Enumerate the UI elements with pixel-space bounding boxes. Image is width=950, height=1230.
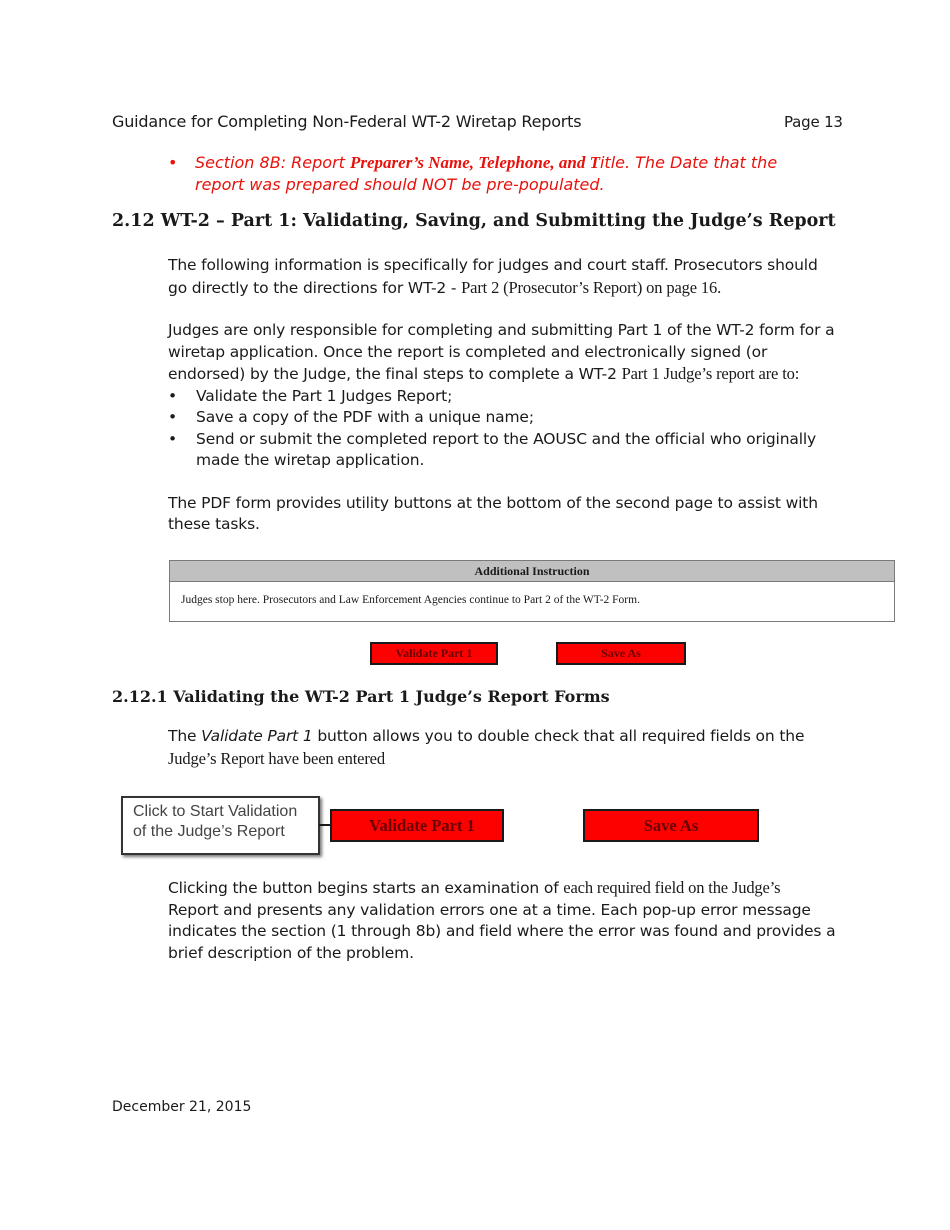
list-item: • Send or submit the completed report to the AOUSC and the official who originally made the wiretap application. [140,429,836,472]
save-as-button-small[interactable]: Save As [556,642,686,665]
paragraph-text: Judges are only responsible for completing and submitting Part 1 of the WT-2 form for a wiretap application. Once the report is completed and electronically signed (or endorsed) by the Judge, the final steps to complete a WT-2 [168,321,835,383]
paragraph-text: The following information is specifically for judges and court staff. Prosecutors should go directly to the directions for WT-2 - [168,256,818,297]
validate-part-1-button-large[interactable]: Validate Part 1 [330,809,504,842]
paragraph-text-serif: Part 1 Judge’s report are to: [621,364,800,383]
save-as-button-large[interactable]: Save As [583,809,759,842]
section-2-12-body [168,255,836,536]
paragraph-text: The [168,727,202,745]
paragraph-text-serif: Part 2 (Prosecutor’s Report) on page 16. [461,277,722,297]
validate-part-1-emphasis: Validate Part 1 [201,727,313,745]
final-steps-list [140,386,836,472]
validation-process-paragraph [168,877,836,964]
additional-instruction-box [169,560,895,622]
section-2-12-heading: 2.12 WT-2 – Part 1: Validating, Saving, and Submitting the Judge’s Report [112,211,836,231]
additional-instruction-title: Additional Instruction [170,561,894,582]
paragraph-text: button allows you to double check that all required fields on the [312,727,805,745]
footer-date: December 21, 2015 [112,1099,252,1115]
callout-line-1: Click to Start Validation [133,803,298,820]
validation-callout [121,796,320,855]
section-2-12-1-heading: 2.12.1 Validating the WT-2 Part 1 Judge’s Report Forms [112,687,610,706]
paragraph-utility-buttons: The PDF form provides utility buttons at the bottom of the second page to assist with these tasks. [168,493,818,533]
validate-description [168,726,836,770]
intro-bullet-part2: Preparer’s Name, Telephone, and T [350,153,600,172]
list-item: • Validate the Part 1 Judges Report; [140,386,836,408]
additional-instruction-text: Judges stop here. Prosecutors and Law Enforcement Agencies continue to Part 2 of the WT-2 Form. [181,594,640,606]
validate-part-1-button-small[interactable]: Validate Part 1 [370,642,498,665]
list-item: • Save a copy of the PDF with a unique name; [140,407,836,429]
paragraph-text: Clicking the button begins starts an examination of [168,879,564,897]
paragraph-judges-responsible [168,320,836,386]
paragraph-text-serif: Judge’s Report have been entered [168,748,385,768]
intro-bullet-line2: report was prepared should NOT be pre-populated. [195,175,605,194]
paragraph-text: Report and presents any validation errors one at a time. Each pop-up error message indicates the section (1 through 8b) and field where the error was found and provides a brief description of the problem. [168,900,836,962]
paragraph-text-serif: each required field on the Judge’s [563,878,781,897]
bullet-dot: • [168,153,178,172]
callout-line-2: of the Judge’s Report [133,823,285,840]
intro-bullet-part3: itle. The Date that the [599,153,778,172]
header-title: Guidance for Completing Non-Federal WT-2 Wiretap Reports [112,112,582,131]
page-number: Page 13 [784,113,843,131]
intro-bullet [168,152,828,196]
intro-bullet-part1: Section 8B: Report [195,153,351,172]
paragraph-judges-staff [168,255,836,299]
